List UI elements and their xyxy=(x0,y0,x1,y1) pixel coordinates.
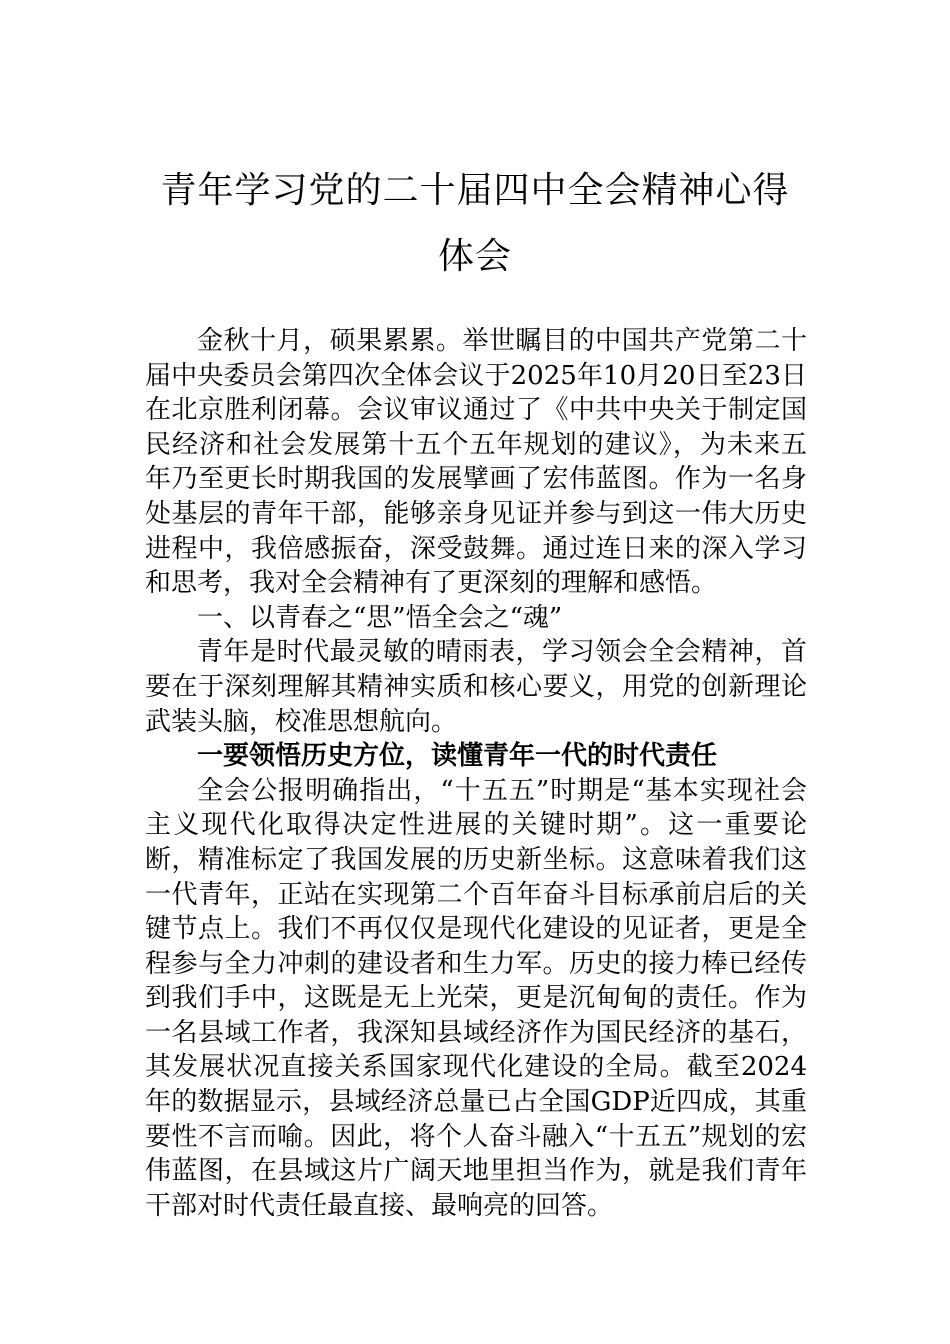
subsection-heading-1: 一要领悟历史方位，读懂青年一代的时代责任 xyxy=(197,741,718,772)
section-heading-1: 一、以青春之“思”悟全会之“魂” xyxy=(197,602,563,633)
section-1-paragraph: 青年是时代最灵敏的晴雨表，学习领会全会精神，首要在于深刻理解其精神实质和核心要义，用党的创新理论武装头脑，校准思想航向。 xyxy=(145,637,807,737)
intro-paragraph: 金秋十月，硕果累累。举世瞩目的中国共产党第二十届中央委员会第四次全体会议于2025年10月20日至23日在北京胜利闭幕。会议审议通过了《中共中央关于制定国民经济和社会发展第十五个五年规划的建议》，为未来五年乃至更长时期我国的发展擘画了宏伟蓝图。作为一名身处基层的青年干部，能够亲身见证并参与到这一伟大历史进程中，我倍感振奋，深受鼓舞。通过连日来的深入学习和思考，我对全会精神有了更深刻的理解和感悟。 xyxy=(145,326,807,599)
document-body xyxy=(145,324,807,1223)
document-title: 青年学习党的二十届四中全会精神心得体会 xyxy=(160,170,790,277)
subsection-1-paragraph: 全会公报明确指出，“十五五”时期是“基本实现社会主义现代化取得决定性进展的关键时期”。这一重要论断，精准标定了我国发展的历史新坐标。这意味着我们这一代青年，正站在实现第二个百年奋斗目标承前启后的关键节点上。我们不再仅仅是现代化建设的见证者，更是全程参与全力冲刺的建设者和生力军。历史的接力棒已经传到我们手中，这既是无上光荣，更是沉甸甸的责任。作为一名县域工作者，我深知县域经济作为国民经济的基石，其发展状况直接关系国家现代化建设的全局。截至2024年的数据显示，县域经济总量已占全国GDP近四成，其重要性不言而喻。因此，将个人奋斗融入“十五五”规划的宏伟蓝图，在县域这片广阔天地里担当作为，就是我们青年干部对时代责任最直接、最响亮的回答。 xyxy=(145,775,807,1221)
